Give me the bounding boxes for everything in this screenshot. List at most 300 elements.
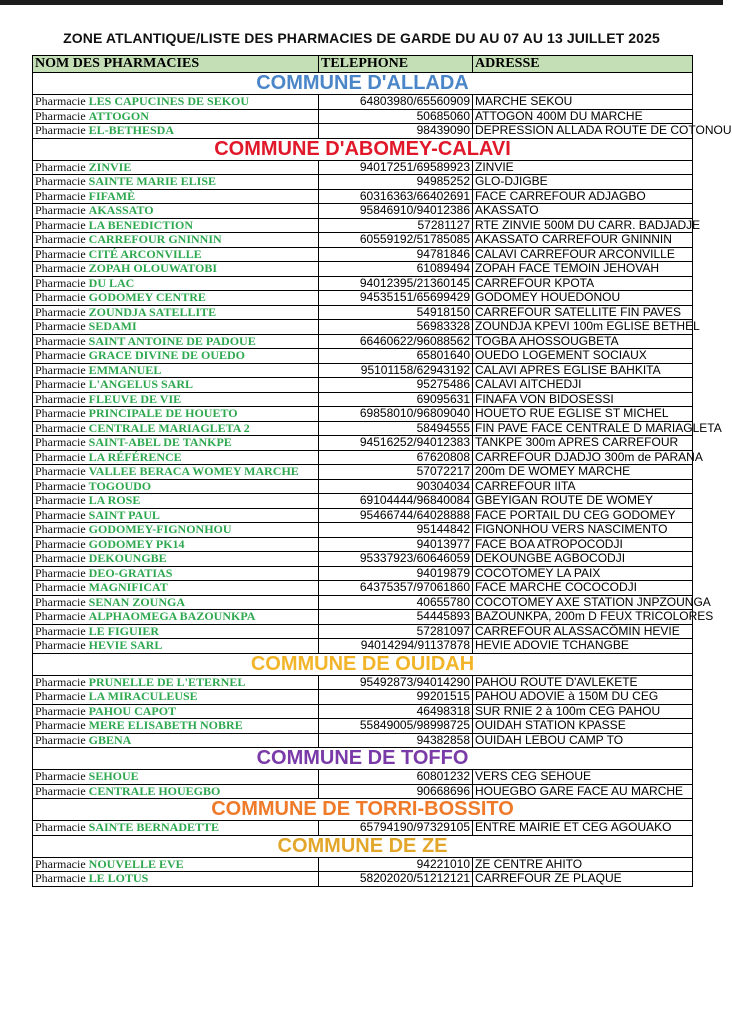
pharmacy-address: GBEYIGAN ROUTE DE WOMEY bbox=[473, 494, 693, 509]
pharmacy-prefix: Pharmacie bbox=[35, 536, 86, 551]
pharmacy-row bbox=[33, 109, 693, 124]
pharmacy-name-cell bbox=[33, 465, 319, 480]
pharmacy-row bbox=[33, 124, 693, 139]
pharmacy-name: GRACE DIVINE DE OUEDO bbox=[88, 348, 246, 362]
pharmacy-name-cell bbox=[33, 479, 319, 494]
pharmacy-phone: 60801232 bbox=[319, 770, 473, 785]
pharmacy-prefix: Pharmacie bbox=[35, 493, 86, 507]
pharmacy-phone: 46498318 bbox=[319, 704, 473, 719]
commune-heading: COMMUNE DE TOFFO bbox=[33, 748, 693, 770]
pharmacy-row bbox=[33, 690, 693, 705]
pharmacy-name-cell bbox=[33, 305, 319, 320]
pharmacy-table-body bbox=[33, 56, 732, 887]
commune-heading-row bbox=[33, 653, 693, 675]
commune-heading: COMMUNE D'ALLADA bbox=[33, 73, 693, 95]
pharmacy-row bbox=[33, 639, 693, 654]
pharmacy-row bbox=[33, 175, 693, 190]
pharmacy-phone: 56983328 bbox=[319, 320, 473, 335]
pharmacy-name: PRINCIPALE DE HOUETO bbox=[88, 406, 238, 420]
pharmacy-name: ATTOGON bbox=[88, 108, 149, 123]
pharmacy-prefix: Pharmacie bbox=[35, 732, 86, 747]
pharmacy-address: FACE BOA ATROPOCODJI bbox=[473, 537, 693, 552]
pharmacy-prefix: Pharmacie bbox=[35, 362, 86, 377]
pharmacy-name-cell bbox=[33, 407, 319, 422]
pharmacy-prefix: Pharmacie bbox=[35, 565, 86, 580]
commune-heading-row bbox=[33, 73, 693, 95]
pharmacy-address: CALAVI APRES EGLISE BAHKITA bbox=[473, 363, 693, 378]
pharmacy-phone: 94013977 bbox=[319, 537, 473, 552]
pharmacy-row bbox=[33, 378, 693, 393]
pharmacy-name: LE FIGUIER bbox=[88, 623, 160, 638]
pharmacy-address: PAHOU ADOVIE à 150M DU CEG bbox=[473, 690, 693, 705]
pharmacy-name: CENTRALE MARIAGLETA 2 bbox=[88, 420, 250, 435]
pharmacy-name: DEO-GRATIAS bbox=[88, 565, 173, 580]
pharmacy-name-cell bbox=[33, 639, 319, 654]
pharmacy-row bbox=[33, 276, 693, 291]
pharmacy-phone: 65801640 bbox=[319, 349, 473, 364]
page-title: ZONE ATLANTIQUE/LISTE DES PHARMACIES DE GARDE DU AU 07 AU 13 JUILLET 2025 bbox=[63, 30, 660, 46]
pharmacy-row bbox=[33, 552, 693, 567]
pharmacy-name-cell bbox=[33, 704, 319, 719]
pharmacy-phone: 54445893 bbox=[319, 610, 473, 625]
pharmacy-name-cell bbox=[33, 610, 319, 625]
pharmacy-name: EMMANUEL bbox=[88, 362, 162, 377]
pharmacy-name-cell bbox=[33, 276, 319, 291]
pharmacy-name: FIFAMÈ bbox=[88, 188, 136, 203]
pharmacy-address: DEKOUNGBE AGBOCODJI bbox=[473, 552, 693, 567]
pharmacy-prefix: Pharmacie bbox=[35, 406, 86, 420]
pharmacy-phone: 58494555 bbox=[319, 421, 473, 436]
commune-heading-row bbox=[33, 748, 693, 770]
commune-heading-row bbox=[33, 835, 693, 857]
pharmacy-name: SAINTE MARIE ELISE bbox=[88, 174, 217, 188]
pharmacy-name: PRUNELLE DE L'ETERNEL bbox=[88, 674, 246, 689]
pharmacy-name: EL-BETHESDA bbox=[88, 123, 175, 137]
pharmacy-name-cell bbox=[33, 436, 319, 451]
pharmacy-row bbox=[33, 320, 693, 335]
pharmacy-address: HEVIE ADOVIE TCHANGBE bbox=[473, 639, 693, 654]
pharmacy-row bbox=[33, 421, 693, 436]
pharmacy-address: AKASSATO CARREFOUR GNINNIN bbox=[473, 233, 693, 248]
pharmacy-address: OUEDO LOGEMENT SOCIAUX bbox=[473, 349, 693, 364]
pharmacy-address: 200m DE WOMEY MARCHE bbox=[473, 465, 693, 480]
pharmacy-prefix: Pharmacie bbox=[35, 203, 86, 217]
pharmacy-phone: 64803980/65560909 bbox=[319, 95, 473, 110]
pharmacy-row bbox=[33, 566, 693, 581]
pharmacy-prefix: Pharmacie bbox=[35, 718, 86, 732]
pharmacy-prefix: Pharmacie bbox=[35, 674, 86, 689]
pharmacy-prefix: Pharmacie bbox=[35, 377, 86, 391]
table-header-row bbox=[33, 56, 693, 73]
pharmacy-row bbox=[33, 610, 693, 625]
pharmacy-address: VERS CEG SEHOUE bbox=[473, 770, 693, 785]
pharmacy-address: FINAFA VON BIDOSESSI bbox=[473, 392, 693, 407]
pharmacy-prefix: Pharmacie bbox=[35, 507, 86, 522]
pharmacy-name: SEHOUE bbox=[88, 769, 139, 783]
pharmacy-name-cell bbox=[33, 770, 319, 785]
pharmacy-row bbox=[33, 305, 693, 320]
pharmacy-name: ZINVIE bbox=[88, 159, 132, 174]
pharmacy-name: SAINT-ABEL DE TANKPE bbox=[88, 435, 232, 449]
pharmacy-name: DEKOUNGBE bbox=[88, 551, 167, 565]
pharmacy-prefix: Pharmacie bbox=[35, 174, 86, 188]
pharmacy-name-cell bbox=[33, 204, 319, 219]
pharmacy-prefix: Pharmacie bbox=[35, 689, 86, 703]
pharmacy-phone: 54918150 bbox=[319, 305, 473, 320]
pharmacy-prefix: Pharmacie bbox=[35, 551, 86, 565]
pharmacy-prefix: Pharmacie bbox=[35, 123, 86, 137]
pharmacy-row bbox=[33, 233, 693, 248]
pharmacy-phone: 95101158/62943192 bbox=[319, 363, 473, 378]
pharmacy-address: HOUETO RUE EGLISE ST MICHEL bbox=[473, 407, 693, 422]
pharmacy-name: ZOUNDJA SATELLITE bbox=[88, 304, 217, 319]
pharmacy-phone: 94781846 bbox=[319, 247, 473, 262]
pharmacy-row bbox=[33, 581, 693, 596]
pharmacy-phone: 95466744/64028888 bbox=[319, 508, 473, 523]
pharmacy-prefix: Pharmacie bbox=[35, 820, 86, 834]
pharmacy-address: PAHOU ROUTE D'AVLEKETE bbox=[473, 675, 693, 690]
pharmacy-name-cell bbox=[33, 872, 319, 887]
pharmacy-prefix: Pharmacie bbox=[35, 871, 86, 885]
pharmacy-name: FLEUVE DE VIE bbox=[88, 391, 182, 406]
pharmacy-name-cell bbox=[33, 690, 319, 705]
pharmacy-name: MERE ELISABETH NOBRE bbox=[88, 718, 243, 732]
pharmacy-phone: 90304034 bbox=[319, 479, 473, 494]
pharmacy-address: HOUEGBO GARE FACE AU MARCHE bbox=[473, 784, 693, 799]
pharmacy-prefix: Pharmacie bbox=[35, 594, 86, 609]
pharmacy-address: FIN PAVE FACE CENTRALE D MARIAGLETA bbox=[473, 421, 693, 436]
pharmacy-address: OUIDAH STATION KPASSE bbox=[473, 719, 693, 734]
pharmacy-name: SAINTE BERNADETTE bbox=[88, 820, 220, 834]
pharmacy-name-cell bbox=[33, 363, 319, 378]
pharmacy-phone: 60316363/66402691 bbox=[319, 189, 473, 204]
pharmacy-name: CARREFOUR GNINNIN bbox=[88, 232, 222, 246]
pharmacy-phone: 94012395/21360145 bbox=[319, 276, 473, 291]
pharmacy-row bbox=[33, 770, 693, 785]
commune-heading: COMMUNE D'ABOMEY-CALAVI bbox=[33, 138, 693, 160]
pharmacy-table bbox=[32, 55, 732, 887]
pharmacy-row bbox=[33, 821, 693, 836]
pharmacy-prefix: Pharmacie bbox=[35, 304, 86, 319]
pharmacy-name-cell bbox=[33, 95, 319, 110]
pharmacy-phone: 64375357/97061860 bbox=[319, 581, 473, 596]
pharmacy-row bbox=[33, 494, 693, 509]
pharmacy-address: COCOTOMEY LA PAIX bbox=[473, 566, 693, 581]
pharmacy-name-cell bbox=[33, 262, 319, 277]
pharmacy-address: CARREFOUR ZE PLAQUE bbox=[473, 872, 693, 887]
pharmacy-row bbox=[33, 291, 693, 306]
pharmacy-prefix: Pharmacie bbox=[35, 290, 86, 304]
pharmacy-address: ZOUNDJA KPEVI 100m EGLISE BETHEL bbox=[473, 320, 693, 335]
pharmacy-name: CITÉ ARCONVILLE bbox=[88, 246, 202, 261]
pharmacy-phone: 69104444/96840084 bbox=[319, 494, 473, 509]
pharmacy-name-cell bbox=[33, 566, 319, 581]
header-address: ADRESSE bbox=[473, 56, 693, 73]
pharmacy-prefix: Pharmacie bbox=[35, 435, 86, 449]
pharmacy-address: GLO-DJIGBE bbox=[473, 175, 693, 190]
pharmacy-phone: 50685060 bbox=[319, 109, 473, 124]
pharmacy-name: DU LAC bbox=[88, 275, 135, 290]
pharmacy-row bbox=[33, 218, 693, 233]
pharmacy-phone: 57281127 bbox=[319, 218, 473, 233]
pharmacy-row bbox=[33, 523, 693, 538]
pharmacy-name-cell bbox=[33, 595, 319, 610]
pharmacy-name-cell bbox=[33, 109, 319, 124]
pharmacy-phone: 69095631 bbox=[319, 392, 473, 407]
pharmacy-phone: 66460622/96088562 bbox=[319, 334, 473, 349]
pharmacy-phone: 94221010 bbox=[319, 857, 473, 872]
pharmacy-row bbox=[33, 479, 693, 494]
pharmacy-phone: 94535151/65699429 bbox=[319, 291, 473, 306]
commune-heading-row bbox=[33, 799, 693, 821]
pharmacy-prefix: Pharmacie bbox=[35, 478, 86, 493]
pharmacy-prefix: Pharmacie bbox=[35, 580, 86, 594]
pharmacy-address: FACE CARREFOUR ADJAGBO bbox=[473, 189, 693, 204]
pharmacy-name: ALPHAOMEGA BAZOUNKPA bbox=[88, 609, 256, 623]
pharmacy-address: ZE CENTRE AHITO bbox=[473, 857, 693, 872]
pharmacy-address: GODOMEY HOUEDONOU bbox=[473, 291, 693, 306]
pharmacy-name: SAINT ANTOINE DE PADOUE bbox=[88, 333, 256, 348]
pharmacy-row bbox=[33, 675, 693, 690]
pharmacy-address: CARREFOUR DJADJO 300m de PARANA bbox=[473, 450, 693, 465]
pharmacy-phone: 95492873/94014290 bbox=[319, 675, 473, 690]
pharmacy-phone: 58202020/51212121 bbox=[319, 872, 473, 887]
pharmacy-prefix: Pharmacie bbox=[35, 856, 86, 871]
pharmacy-address: COCOTOMEY AXE STATION JNPZOUNGA bbox=[473, 595, 693, 610]
pharmacy-phone: 40655780 bbox=[319, 595, 473, 610]
pharmacy-prefix: Pharmacie bbox=[35, 449, 86, 464]
pharmacy-address: ZOPAH FACE TEMOIN JEHOVAH bbox=[473, 262, 693, 277]
pharmacy-prefix: Pharmacie bbox=[35, 275, 86, 290]
pharmacy-phone: 95337923/60646059 bbox=[319, 552, 473, 567]
pharmacy-row bbox=[33, 872, 693, 887]
pharmacy-row bbox=[33, 95, 693, 110]
pharmacy-name: GODOMEY-FIGNONHOU bbox=[88, 522, 232, 536]
pharmacy-prefix: Pharmacie bbox=[35, 348, 86, 362]
pharmacy-name: LA RÉFÉRENCE bbox=[88, 449, 182, 464]
pharmacy-name-cell bbox=[33, 233, 319, 248]
pharmacy-name-cell bbox=[33, 334, 319, 349]
pharmacy-phone: 57072217 bbox=[319, 465, 473, 480]
pharmacy-prefix: Pharmacie bbox=[35, 217, 86, 232]
pharmacy-address: OUIDAH LEBOU CAMP TO bbox=[473, 733, 693, 748]
pharmacy-prefix: Pharmacie bbox=[35, 261, 86, 275]
pharmacy-address: ZINVIE bbox=[473, 160, 693, 175]
pharmacy-row bbox=[33, 624, 693, 639]
pharmacy-row bbox=[33, 465, 693, 480]
pharmacy-name: LA MIRACULEUSE bbox=[88, 689, 198, 703]
pharmacy-row bbox=[33, 363, 693, 378]
pharmacy-address: DEPRESSION ALLADA ROUTE DE COTONOU bbox=[473, 124, 693, 139]
pharmacy-name-cell bbox=[33, 450, 319, 465]
pharmacy-name-cell bbox=[33, 675, 319, 690]
pharmacy-prefix: Pharmacie bbox=[35, 319, 86, 333]
pharmacy-name-cell bbox=[33, 175, 319, 190]
pharmacy-row bbox=[33, 204, 693, 219]
pharmacy-name: AKASSATO bbox=[88, 203, 154, 217]
pharmacy-phone: 95846910/94012386 bbox=[319, 204, 473, 219]
pharmacy-name: LA ROSE bbox=[88, 493, 141, 507]
pharmacy-name: LE LOTUS bbox=[88, 871, 149, 885]
pharmacy-phone: 55849005/98998725 bbox=[319, 719, 473, 734]
header-phone: TELEPHONE bbox=[319, 56, 473, 73]
pharmacy-name: VALLEE BERACA WOMEY MARCHE bbox=[88, 464, 299, 478]
pharmacy-name-cell bbox=[33, 537, 319, 552]
pharmacy-row bbox=[33, 189, 693, 204]
pharmacy-address: FACE MARCHE COCOCODJI bbox=[473, 581, 693, 596]
pharmacy-phone: 67620808 bbox=[319, 450, 473, 465]
pharmacy-name-cell bbox=[33, 508, 319, 523]
pharmacy-name-cell bbox=[33, 421, 319, 436]
pharmacy-address: CARREFOUR KPOTA bbox=[473, 276, 693, 291]
pharmacy-address: CARREFOUR IITA bbox=[473, 479, 693, 494]
pharmacy-name-cell bbox=[33, 392, 319, 407]
pharmacy-name-cell bbox=[33, 378, 319, 393]
pharmacy-name: NOUVELLE EVE bbox=[88, 856, 184, 871]
pharmacy-name: PAHOU CAPOT bbox=[88, 703, 177, 718]
pharmacy-name-cell bbox=[33, 784, 319, 799]
pharmacy-address: AKASSATO bbox=[473, 204, 693, 219]
pharmacy-name: LA BENEDICTION bbox=[88, 217, 194, 232]
pharmacy-phone: 90668696 bbox=[319, 784, 473, 799]
pharmacy-address: ENTRE MAIRIE ET CEG AGOUAKO bbox=[473, 821, 693, 836]
pharmacy-name-cell bbox=[33, 733, 319, 748]
pharmacy-prefix: Pharmacie bbox=[35, 638, 86, 652]
pharmacy-prefix: Pharmacie bbox=[35, 232, 86, 246]
pharmacy-row bbox=[33, 450, 693, 465]
pharmacy-row bbox=[33, 262, 693, 277]
pharmacy-prefix: Pharmacie bbox=[35, 108, 86, 123]
pharmacy-prefix: Pharmacie bbox=[35, 188, 86, 203]
pharmacy-name-cell bbox=[33, 857, 319, 872]
pharmacy-prefix: Pharmacie bbox=[35, 159, 86, 174]
pharmacy-name: SEDAMI bbox=[88, 319, 137, 333]
pharmacy-name-cell bbox=[33, 523, 319, 538]
commune-heading-row bbox=[33, 138, 693, 160]
pharmacy-row bbox=[33, 160, 693, 175]
pharmacy-name: L'ANGELUS SARL bbox=[88, 377, 194, 391]
header-name: NOM DES PHARMACIES bbox=[33, 56, 319, 73]
pharmacy-address: SUR RNIE 2 à 100m CEG PAHOU bbox=[473, 704, 693, 719]
pharmacy-phone: 57281097 bbox=[319, 624, 473, 639]
pharmacy-row bbox=[33, 407, 693, 422]
pharmacy-row bbox=[33, 537, 693, 552]
pharmacy-name: GODOMEY CENTRE bbox=[88, 290, 206, 304]
pharmacy-name: HEVIE SARL bbox=[88, 638, 163, 652]
pharmacy-phone: 69858010/96809040 bbox=[319, 407, 473, 422]
pharmacy-address: FACE PORTAIL DU CEG GODOMEY bbox=[473, 508, 693, 523]
pharmacy-row bbox=[33, 733, 693, 748]
pharmacy-name: TOGOUDO bbox=[88, 478, 152, 493]
pharmacy-address: MARCHE SEKOU bbox=[473, 95, 693, 110]
pharmacy-prefix: Pharmacie bbox=[35, 420, 86, 435]
commune-heading: COMMUNE DE OUIDAH bbox=[33, 653, 693, 675]
pharmacy-name: CENTRALE HOUEGBO bbox=[88, 783, 221, 798]
pharmacy-row bbox=[33, 704, 693, 719]
pharmacy-name-cell bbox=[33, 291, 319, 306]
pharmacy-name-cell bbox=[33, 247, 319, 262]
pharmacy-prefix: Pharmacie bbox=[35, 522, 86, 536]
pharmacy-phone: 65794190/97329105 bbox=[319, 821, 473, 836]
pharmacy-prefix: Pharmacie bbox=[35, 769, 86, 783]
pharmacy-phone: 94516252/94012383 bbox=[319, 436, 473, 451]
pharmacy-name: MAGNIFICAT bbox=[88, 580, 168, 594]
pharmacy-phone: 99201515 bbox=[319, 690, 473, 705]
pharmacy-row bbox=[33, 436, 693, 451]
pharmacy-prefix: Pharmacie bbox=[35, 333, 86, 348]
pharmacy-row bbox=[33, 719, 693, 734]
commune-heading: COMMUNE DE TORRI-BOSSITO bbox=[33, 799, 693, 821]
pharmacy-phone: 94019879 bbox=[319, 566, 473, 581]
pharmacy-address: ATTOGON 400M DU MARCHE bbox=[473, 109, 693, 124]
pharmacy-prefix: Pharmacie bbox=[35, 703, 86, 718]
pharmacy-phone: 61089494 bbox=[319, 262, 473, 277]
pharmacy-address: FIGNONHOU VERS NASCIMENTO bbox=[473, 523, 693, 538]
pharmacy-phone: 94985252 bbox=[319, 175, 473, 190]
pharmacy-row bbox=[33, 508, 693, 523]
pharmacy-name-cell bbox=[33, 719, 319, 734]
pharmacy-prefix: Pharmacie bbox=[35, 623, 86, 638]
pharmacy-name-cell bbox=[33, 320, 319, 335]
pharmacy-address: BAZOUNKPA, 200m D FEUX TRICOLORES bbox=[473, 610, 693, 625]
pharmacy-prefix: Pharmacie bbox=[35, 391, 86, 406]
pharmacy-phone: 94382858 bbox=[319, 733, 473, 748]
pharmacy-name: GODOMEY PK14 bbox=[88, 536, 185, 551]
pharmacy-row bbox=[33, 784, 693, 799]
pharmacy-prefix: Pharmacie bbox=[35, 246, 86, 261]
pharmacy-name-cell bbox=[33, 624, 319, 639]
pharmacy-address: TOGBA AHOSSOUGBETA bbox=[473, 334, 693, 349]
pharmacy-name: SENAN ZOUNGA bbox=[88, 594, 186, 609]
pharmacy-address: CARREFOUR SATELLITE FIN PAVES bbox=[473, 305, 693, 320]
pharmacy-phone: 60559192/51785085 bbox=[319, 233, 473, 248]
pharmacy-prefix: Pharmacie bbox=[35, 94, 86, 108]
pharmacy-address: CALAVI AITCHEDJI bbox=[473, 378, 693, 393]
pharmacy-row bbox=[33, 857, 693, 872]
pharmacy-name-cell bbox=[33, 349, 319, 364]
pharmacy-name-cell bbox=[33, 124, 319, 139]
pharmacy-name: ZOPAH OLOUWATOBI bbox=[88, 261, 218, 275]
top-border-bar bbox=[0, 0, 723, 5]
pharmacy-name-cell bbox=[33, 552, 319, 567]
pharmacy-name-cell bbox=[33, 160, 319, 175]
pharmacy-prefix: Pharmacie bbox=[35, 464, 86, 478]
pharmacy-name-cell bbox=[33, 581, 319, 596]
pharmacy-name-cell bbox=[33, 218, 319, 233]
pharmacy-address: CARREFOUR ALASSACÔMIN HEVIE bbox=[473, 624, 693, 639]
pharmacy-name: GBENA bbox=[88, 732, 132, 747]
pharmacy-name: SAINT PAUL bbox=[88, 507, 160, 522]
pharmacy-name-cell bbox=[33, 189, 319, 204]
pharmacy-prefix: Pharmacie bbox=[35, 783, 86, 798]
pharmacy-row bbox=[33, 392, 693, 407]
pharmacy-row bbox=[33, 334, 693, 349]
pharmacy-name-cell bbox=[33, 821, 319, 836]
pharmacy-row bbox=[33, 595, 693, 610]
pharmacy-row bbox=[33, 247, 693, 262]
pharmacy-address: CALAVI CARREFOUR ARCONVILLE bbox=[473, 247, 693, 262]
pharmacy-phone: 95275486 bbox=[319, 378, 473, 393]
pharmacy-address: RTE ZINVIE 500M DU CARR. BADJADJE bbox=[473, 218, 693, 233]
pharmacy-phone: 95144842 bbox=[319, 523, 473, 538]
commune-heading: COMMUNE DE ZE bbox=[33, 835, 693, 857]
pharmacy-phone: 94014294/91137878 bbox=[319, 639, 473, 654]
pharmacy-name: LES CAPUCINES DE SEKOU bbox=[88, 94, 250, 108]
pharmacy-phone: 94017251/69589923 bbox=[319, 160, 473, 175]
pharmacy-row bbox=[33, 349, 693, 364]
pharmacy-address: TANKPE 300m APRES CARREFOUR bbox=[473, 436, 693, 451]
pharmacy-name-cell bbox=[33, 494, 319, 509]
